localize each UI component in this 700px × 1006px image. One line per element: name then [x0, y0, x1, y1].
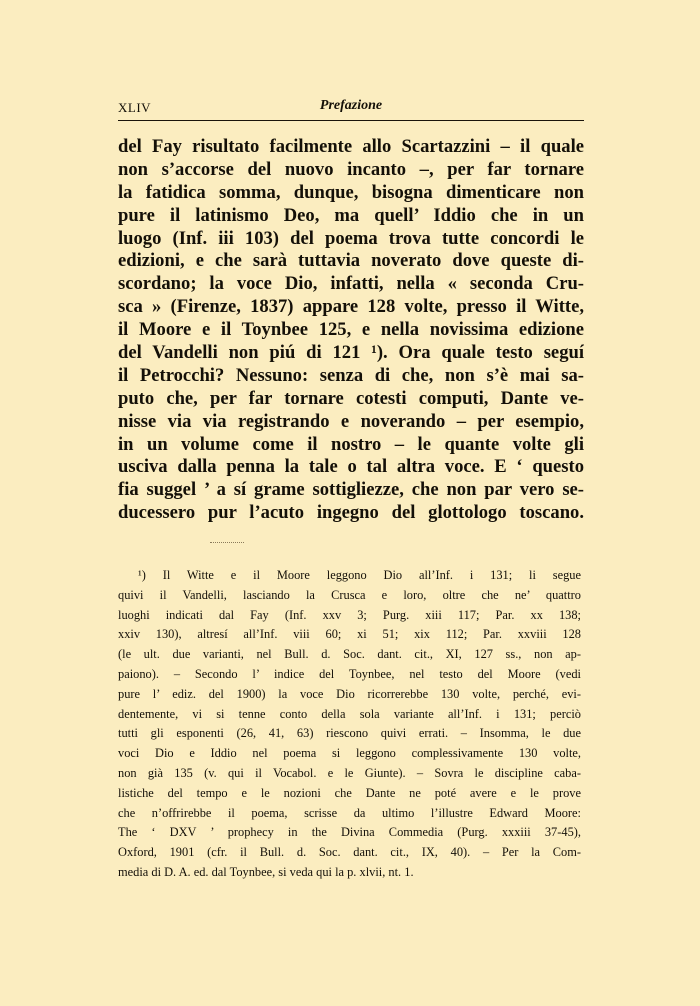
body-line: in un volume come il nostro – le quante volte gli [118, 433, 584, 455]
body-line: luogo (Inf. iii 103) del poema trova tutte concordi le [118, 227, 584, 249]
page-number: XLIV [118, 100, 152, 115]
body-line: del Fay risultato facilmente allo Scartazzini – il quale [118, 136, 584, 157]
footnote-line: The ‘ DXV ’ prophecy in the Divina Commedia (Purg. xxxiii 37-45), [118, 825, 581, 840]
body-line: ducessero pur l’acuto ingegno del glottologo toscano. [118, 502, 584, 524]
body-line: il Moore e il Toynbee 125, e nella novissima edizione [118, 319, 584, 341]
body-line: usciva dalla penna la tale o tal altra voce. E ‘ questo [118, 456, 584, 478]
body-line: non s’accorse del nuovo incanto –, per far tornare [118, 158, 584, 180]
footnote-line: tutti gli esponenti (26, 41, 63) riescono quivi errati. – Insomma, le due [118, 726, 581, 741]
body-text [118, 136, 584, 525]
body-line: nisse via via registrando e noverando – per esempio, [118, 410, 584, 432]
footnote [118, 566, 581, 883]
footnote-line: (le ult. due varianti, nel Bull. d. Soc. dant. cit., XI, 127 ss., non ap- [118, 647, 581, 662]
body-line: scordano; la voce Dio, infatti, nella « seconda Cru- [118, 273, 584, 295]
body-line: la fatidica somma, dunque, bisogna dimenticare non [118, 181, 584, 203]
footnote-line: xxiv 130), altresí all’Inf. viii 60; xi 51; xix 112; Par. xxviii 128 [118, 627, 581, 642]
footnote-line: voci Dio e Iddio nel poema si leggono complessivamente 130 volte, [118, 746, 581, 761]
footnote-line: non già 135 (v. qui il Vocabol. e le Giunte). – Sovra le discipline caba- [118, 765, 581, 780]
body-line: edizioni, e che sarà tuttavia noverato dove queste di- [118, 250, 584, 272]
footnote-line: dentemente, vi si tenne conto della sola variante all’Inf. i 131; perciò [118, 706, 581, 721]
body-line: pure il latinismo Deo, ma quell’ Iddio che in un [118, 204, 584, 226]
footnote-line: listiche del tempo e le nozioni che Dante ne poté avere e le prove [118, 785, 581, 800]
footnote-line: quivi il Vandelli, lasciando la Crusca e loro, oltre che ne’ quattro [118, 587, 581, 602]
footnote-line: pure l’ ediz. del 1900) la voce Dio ricorrerebbe 130 volte, perché, evi- [118, 686, 581, 701]
body-line: puto che, per far tornare cotesti computi, Dante ve- [118, 387, 584, 409]
footnote-line: Oxford, 1901 (cfr. il Bull. d. Soc. dant. cit., IX, 40). – Per la Com- [118, 845, 581, 860]
body-line: sca » (Firenze, 1837) appare 128 volte, presso il Witte, [118, 296, 584, 318]
page-header [118, 98, 584, 121]
body-line: del Vandelli non piú di 121 ¹). Ora quale testo seguí [118, 342, 584, 364]
footnote-line: ¹) Il Witte e il Moore leggono Dio all’Inf. i 131; li segue [138, 568, 581, 582]
running-title: Prefazione [319, 98, 383, 113]
footnote-line: che n’offrirebbe il poema, scrisse da ultimo l’illustre Edward Moore: [118, 805, 581, 820]
body-line: fia suggel ’ a sí grame sottigliezze, che non par vero se- [118, 479, 584, 501]
footnote-line: paiono). – Secondo l’ indice del Toynbee, nel testo del Moore (vedi [118, 666, 581, 681]
body-line: il Petrocchi? Nessuno: senza di che, non s’è mai sa- [118, 364, 584, 386]
footnote-line: luoghi indicati dal Fay (Inf. xxv 3; Purg. xiii 117; Par. xx 138; [118, 607, 581, 622]
footnote-separator [210, 542, 244, 543]
footnote-line: media di D. A. ed. dal Toynbee, si veda qui la p. xlvii, nt. 1. [118, 864, 414, 879]
